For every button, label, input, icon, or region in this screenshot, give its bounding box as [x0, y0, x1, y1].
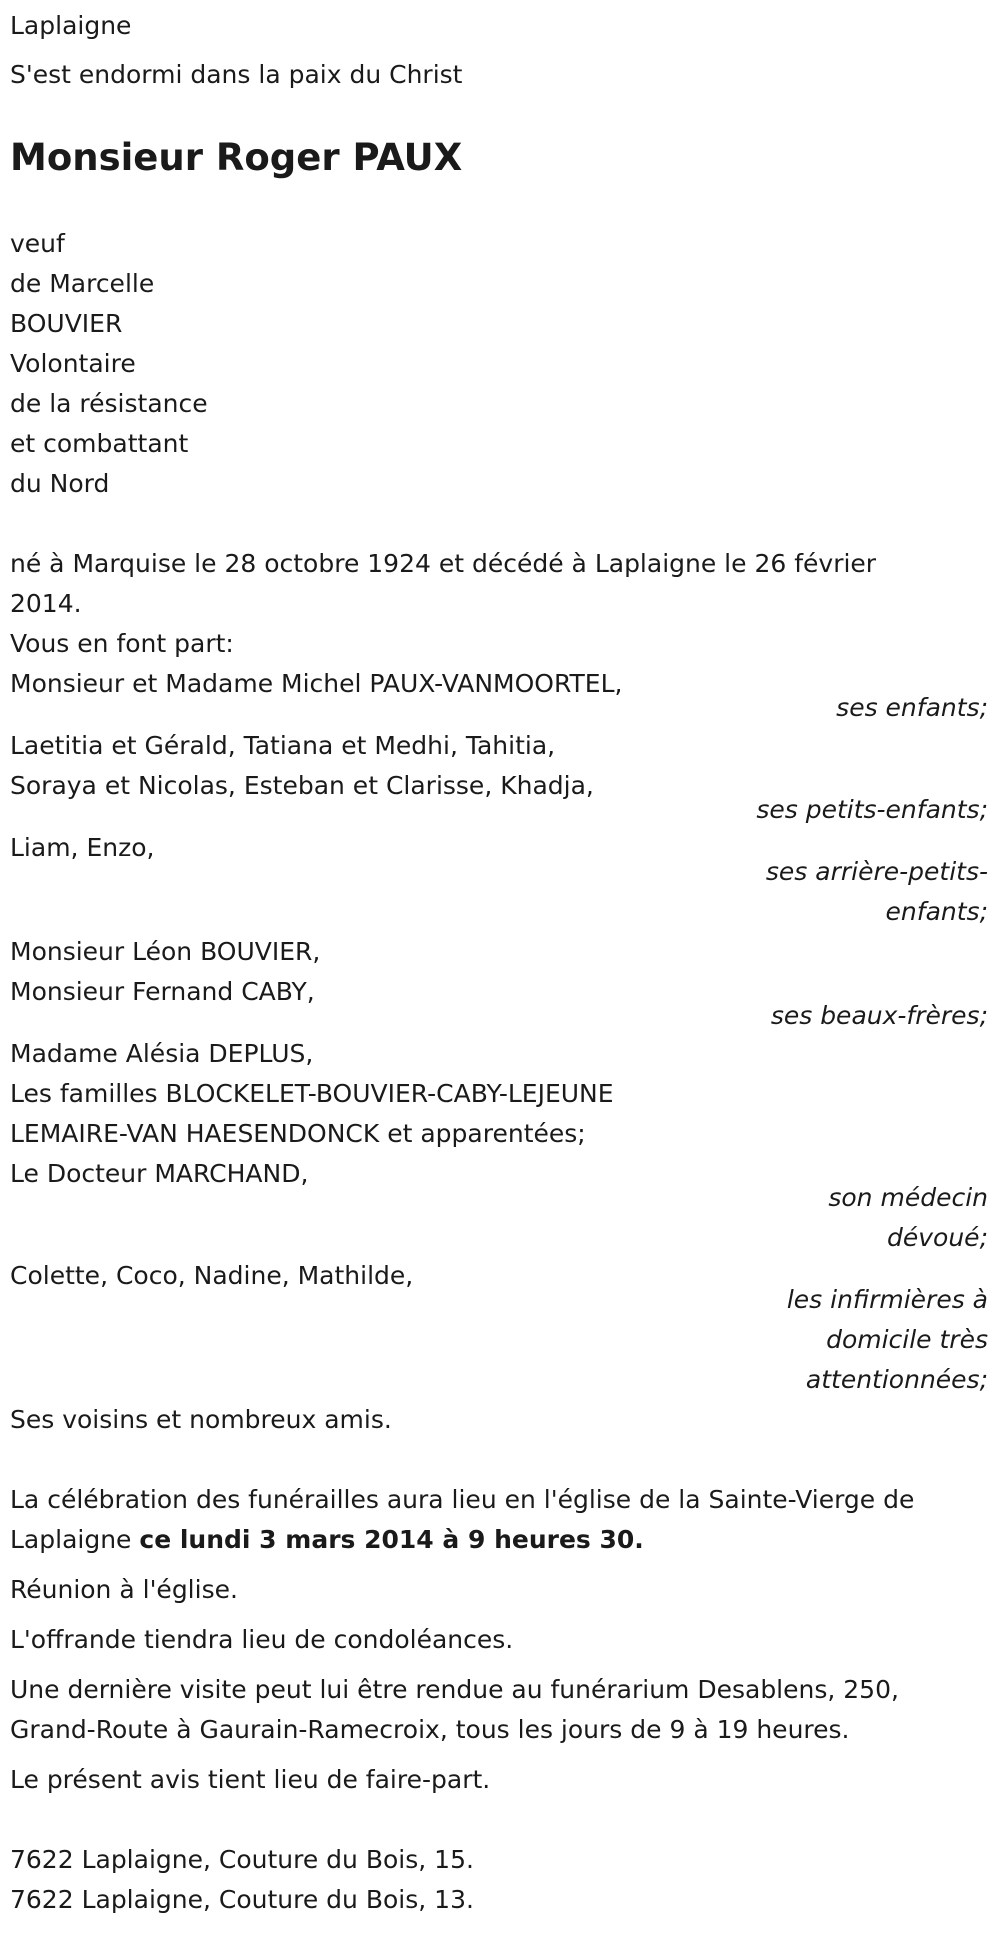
relation-label: ses enfants;	[836, 693, 988, 722]
family-brothers-in-law: Monsieur Léon BOUVIER,	[10, 937, 321, 966]
address-line: 7622 Laplaigne, Couture du Bois, 13.	[10, 1885, 474, 1914]
ceremony-place: Laplaigne	[10, 1525, 140, 1554]
family-nurses: Colette, Coco, Nadine, Mathilde,	[10, 1261, 414, 1290]
birth-death-line: 2014.	[10, 589, 82, 618]
announce-line: Vous en font part:	[10, 629, 234, 658]
intro-line: S'est endormi dans la paix du Christ	[10, 60, 463, 89]
relation-label: ses arrière-petits-	[765, 857, 988, 886]
deceased-name: Monsieur Roger PAUX	[10, 136, 463, 179]
relation-label: dévoué;	[887, 1223, 988, 1252]
place-heading: Laplaigne	[10, 11, 132, 40]
offering-line: L'offrande tiendra lieu de condoléances.	[10, 1625, 514, 1654]
relation-label: ses petits-enfants;	[756, 795, 988, 824]
family-others: Les familles BLOCKELET-BOUVIER-CABY-LEJEUNE	[10, 1079, 614, 1108]
relation-label: les infirmières à	[786, 1285, 988, 1314]
ceremony-line: La célébration des funérailles aura lieu en l'église de la Sainte-Vierge de	[10, 1485, 915, 1514]
address-line: 7622 Laplaigne, Couture du Bois, 15.	[10, 1845, 474, 1874]
birth-death-line: né à Marquise le 28 octobre 1924 et décédé à Laplaigne le 26 février	[10, 549, 877, 578]
bio-line: de Marcelle	[10, 269, 155, 298]
family-doctor: Le Docteur MARCHAND,	[10, 1159, 309, 1188]
bio-line: de la résistance	[10, 389, 208, 418]
relation-label: attentionnées;	[805, 1365, 988, 1394]
relation-label: son médecin	[828, 1183, 988, 1212]
bio-line: et combattant	[10, 429, 189, 458]
bio-line: Volontaire	[10, 349, 136, 378]
relation-label: domicile très	[826, 1325, 988, 1354]
bio-line: du Nord	[10, 469, 110, 498]
bio-line: BOUVIER	[10, 309, 123, 338]
family-grandchildren: Soraya et Nicolas, Esteban et Clarisse, Khadja,	[10, 771, 594, 800]
relation-label: enfants;	[885, 897, 988, 926]
family-brothers-in-law: Monsieur Fernand CABY,	[10, 977, 315, 1006]
family-others: LEMAIRE-VAN HAESENDONCK et apparentées;	[10, 1119, 586, 1148]
meeting-line: Réunion à l'église.	[10, 1575, 238, 1604]
notice-line: Le présent avis tient lieu de faire-part.	[10, 1765, 491, 1794]
ceremony-date: ce lundi 3 mars 2014 à 9 heures 30.	[139, 1525, 644, 1554]
family-great-grandchildren: Liam, Enzo,	[10, 833, 155, 862]
visit-line: Une dernière visite peut lui être rendue au funérarium Desablens, 250,	[10, 1675, 899, 1704]
family-grandchildren: Laetitia et Gérald, Tatiana et Medhi, Tahitia,	[10, 731, 556, 760]
relation-label: ses beaux-frères;	[770, 1001, 988, 1030]
ceremony-line	[10, 1520, 644, 1560]
bio-line: veuf	[10, 229, 65, 258]
family-children: Monsieur et Madame Michel PAUX-VANMOORTEL,	[10, 669, 623, 698]
visit-line: Grand-Route à Gaurain-Ramecroix, tous les jours de 9 à 19 heures.	[10, 1715, 850, 1744]
family-neighbors: Ses voisins et nombreux amis.	[10, 1405, 392, 1434]
family-others: Madame Alésia DEPLUS,	[10, 1039, 314, 1068]
